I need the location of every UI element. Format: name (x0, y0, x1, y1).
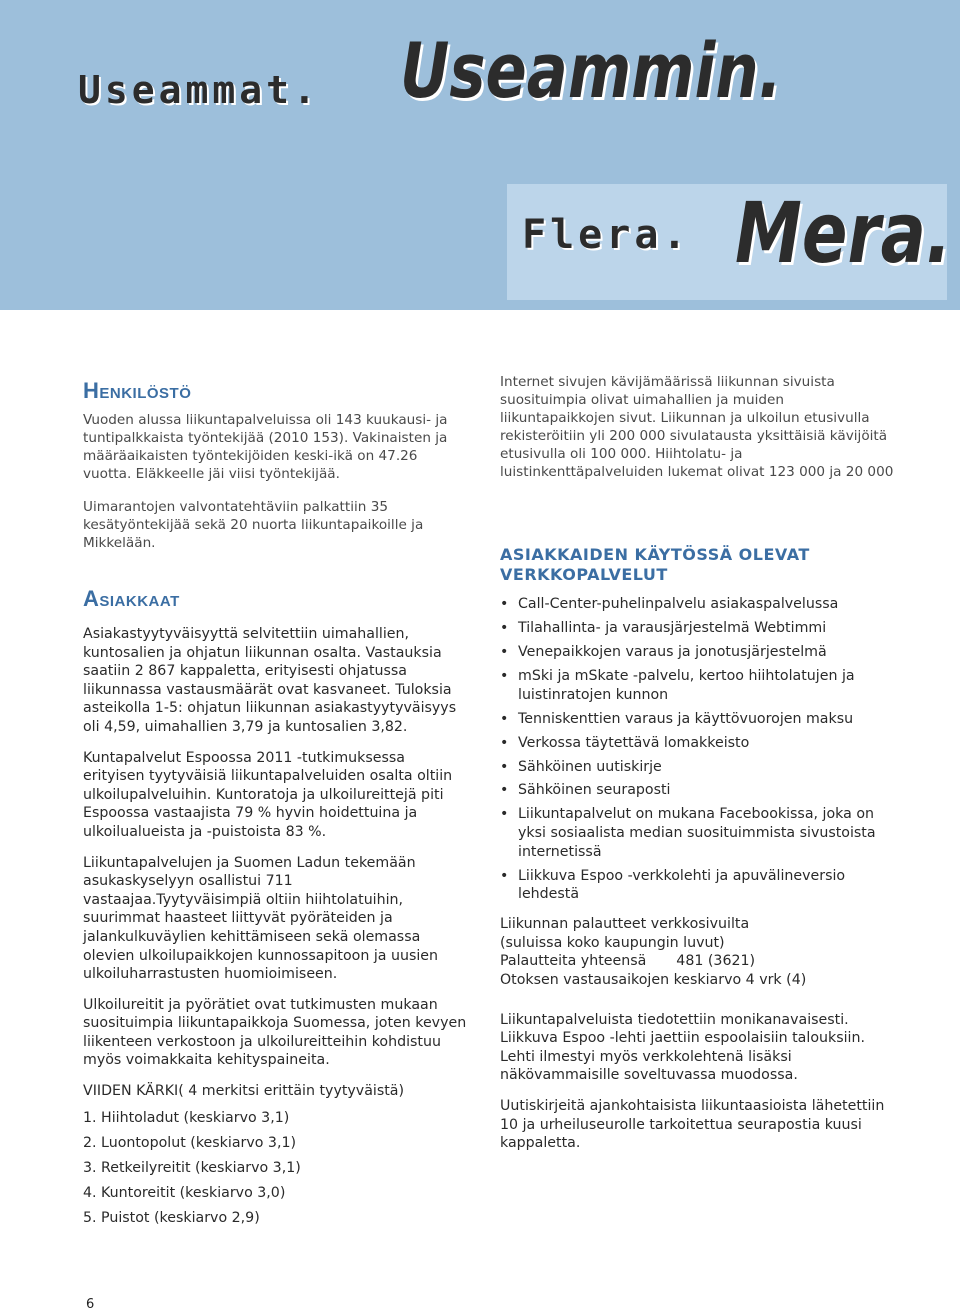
left-column (83, 378, 468, 1234)
banner-headline-flera: Flera. (522, 212, 691, 258)
header-banner (0, 0, 960, 310)
henkilosto-paragraph-1: Vuoden alussa liikuntapalveluissa oli 143 kuukausi- ja tuntipalkkaista työntekijää (2010 153). Vakinaisten ja määräaikaisten työntekijöiden keski-ikä on 47.26 vuotta. Eläkkeelle jäi viisi työntekijää. (83, 412, 448, 482)
list-item: • Verkossa täytettävä lomakkeisto (500, 734, 895, 753)
henkilosto-paragraph-2: Uimarantojen valvontatehtäviin palkattiin 35 kesätyöntekijää sekä 20 nuorta liikuntapaikoille ja Mikkelään. (83, 499, 424, 551)
list-item: • Liikkuva Espoo -verkkolehti ja apuvälineversio lehdestä (500, 867, 895, 904)
list-item: • Sähköinen uutiskirje (500, 758, 895, 777)
list-item: 3. Retkeilyreitit (keskiarvo 3,1) (83, 1159, 301, 1176)
list-item: • Liikuntapalvelut on mukana Facebookissa, joka on yksi sosiaalista median suosituimmista sivustoista internetissä (500, 805, 895, 861)
top5-heading: VIIDEN KÄRKI( 4 merkitsi erittäin tyytyväistä) (83, 1083, 405, 1100)
internet-paragraph: Internet sivujen kävijämäärissä liikunnan sivuista suosituimpia olivat uimahallien ja muiden liikuntapaikkojen sivut. Liikunnan ja ulkoilun etusivulla rekisteröitiin yli 200 000 sivulatausta yksittäisiä kävijöitä etusivulla oli 100 000. Hiihtolatu- ja luistinkenttäpalveluiden lukemat olivat 123 000 ja 20 000 (500, 374, 894, 480)
section-title-henkilosto: Henkilöstö (83, 378, 192, 403)
right-column (500, 373, 895, 1153)
palaute-total-label: Palautteita yhteensä (500, 953, 647, 970)
banner-headline-useammin: Useammin. (400, 26, 782, 115)
palaute-line-1: Liikunnan palautteet verkkosivuilta (500, 916, 750, 933)
banner-headline-mera: Mera. (735, 184, 952, 282)
list-item: 1. Hiihtoladut (keskiarvo 3,1) (83, 1109, 290, 1126)
list-item: • Tilahallinta- ja varausjärjestelmä Webtimmi (500, 619, 895, 638)
asiakkaat-paragraph-1: Asiakastyytyväisyyttä selvitettiin uimahallien, kuntosalien ja ohjatun liikunnan osalta. Vastauksia saatiin 2 867 kappaletta, erityisesti ohjatussa liikunnassa vastausmäärät ovat kasvaneet. Tuloksia asteikolla 1-5: ohjatun liikunnan asiakastyytyväisyys oli 4,59, uimahallien 3,79 ja kuntosalien 3,82. (83, 626, 457, 735)
asiakkaat-paragraph-3: Liikuntapalvelujen ja Suomen Ladun tekemään asukaskyselyyn osallistui 711 vastaajaa.Tyytyväisimpiä oltiin hiihtolatuihin, suurimmat haasteet liittyvät pyöräteiden ja jalankulkuväylien kehittämiseen sekä olemassa olevien ulkoilupaikkojen kunnossapitoon ja uusien ulkoiluharrastusten huomioimiseen. (83, 854, 439, 983)
list-item: • mSki ja mSkate -palvelu, kertoo hiihtolatujen ja luistinratojen kunnon (500, 667, 895, 704)
section-title-verkkopalvelut: ASIAKKAIDEN KÄYTÖSSÄ OLEVAT VERKKOPALVELUT (500, 545, 810, 584)
palaute-line-2: (suluissa koko kaupungin luvut) (500, 934, 725, 951)
palaute-line-3 (500, 952, 895, 971)
top5-list (83, 1109, 468, 1228)
list-item: • Tenniskenttien varaus ja käyttövuorojen maksu (500, 710, 895, 729)
page-number: 6 (86, 1297, 95, 1312)
asiakkaat-paragraph-2: Kuntapalvelut Espoossa 2011 -tutkimuksessa erityisen tyytyväisiä liikuntapalveluiden osalta oltiin ulkoilupalveluihin. Kuntoratoja ja ulkoilureittejä piti Espoossa vastaajista 79 % hyvin hoidettuina ja ulkoilualueista ja -puistoista 83 %. (83, 749, 453, 840)
verkkopalvelut-list (500, 595, 895, 904)
asiakkaat-paragraph-4: Ulkoilureitit ja pyörätiet ovat tutkimusten mukaan suosituimpia liikuntapaikkoja Suomessa, joten kevyen liikenteen verkostoon ja ulkoilureitteihin kohdistuu myös voimakkaita kehityspaineita. (83, 996, 467, 1069)
uutiskirje-paragraph: Uutiskirjeitä ajankohtaisista liikuntaasioista lähetettiin 10 ja urheiluseurolle tarkoitettua seurapostia kuusi kappaletta. (500, 1097, 885, 1152)
list-item: • Call-Center-puhelinpalvelu asiakaspalvelussa (500, 595, 895, 614)
list-item: 2. Luontopolut (keskiarvo 3,1) (83, 1134, 297, 1151)
list-item: • Sähköinen seuraposti (500, 781, 895, 800)
palaute-line-4: Otoksen vastausaikojen keskiarvo 4 vrk (4) (500, 972, 807, 988)
list-item: • Venepaikkojen varaus ja jonotusjärjestelmä (500, 643, 895, 662)
palaute-total-value: 481 (3621) (676, 953, 756, 970)
section-title-asiakkaat: Asiakkaat (83, 586, 180, 611)
banner-headline-useammat: Useammat. (78, 68, 320, 112)
tiedotus-paragraph: Liikuntapalveluista tiedotettiin monikanavaisesti. Liikkuva Espoo -lehti jaettiin espoolaisiin talouksiin. Lehti ilmestyi myös verkkolehtenä lisäksi näkövammaisille soveltuvassa muodossa. (500, 1011, 865, 1084)
list-item: 5. Puistot (keskiarvo 2,9) (83, 1209, 260, 1226)
list-item: 4. Kuntoreitit (keskiarvo 3,0) (83, 1184, 286, 1201)
